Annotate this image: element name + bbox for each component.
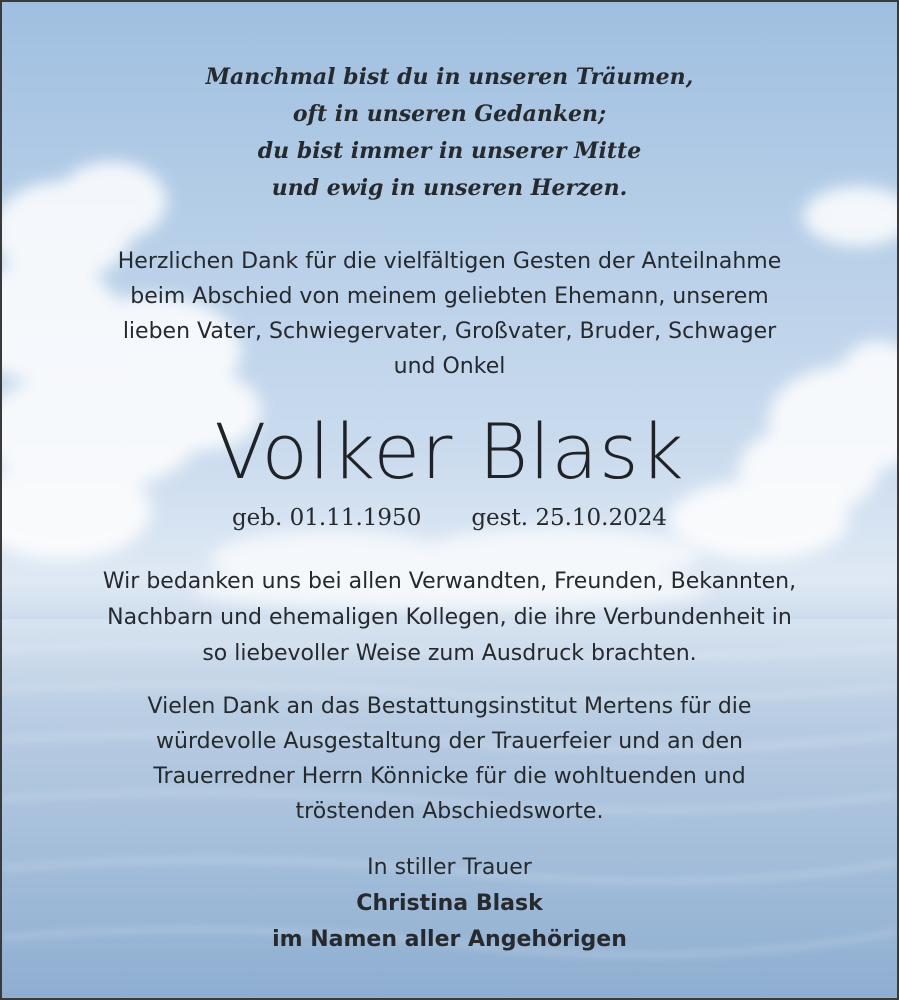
text-line: und Onkel [393,354,506,379]
deceased-name: Volker Blask [214,407,685,496]
thanks-funeral [2,689,897,829]
thanks-intro [2,244,897,384]
poem-line: und ewig in unseren Herzen. [271,175,628,201]
poem-line: oft in unseren Gedanken; [292,101,607,127]
text-line: tröstenden Abschiedsworte. [295,799,604,824]
obituary-text [2,2,897,998]
memorial-poem [2,59,897,207]
signoff [2,850,897,958]
signoff-name: Christina Blask [356,891,543,916]
signoff-family: im Namen aller Angehörigen [272,927,627,952]
text-line: lieben Vater, Schwiegervater, Großvater, Bruder, Schwager [122,319,777,344]
poem-line: Manchmal bist du in unseren Träumen, [205,64,694,90]
life-dates [2,502,897,534]
poem-line: du bist immer in unserer Mitte [257,138,642,164]
signoff-intro: In stiller Trauer [367,855,532,880]
death-date: gest. 25.10.2024 [471,505,668,531]
text-line: Vielen Dank an das Bestattungsinstitut Mertens für die [147,694,752,719]
birth-date: geb. 01.11.1950 [231,505,422,531]
text-line: beim Abschied von meinem geliebten Ehemann, unserem [130,284,769,309]
text-line: Wir bedanken uns bei allen Verwandten, Freunden, Bekannten, [102,569,797,594]
text-line: Trauerredner Herrn Könnicke für die wohltuenden und [153,764,746,789]
text-line: so liebevoller Weise zum Ausdruck brachten. [202,641,697,666]
text-line: würdevolle Ausgestaltung der Trauerfeier und an den [156,729,743,754]
thanks-family [2,564,897,672]
text-line: Nachbarn und ehemaligen Kollegen, die ihre Verbundenheit in [107,605,792,630]
text-line: Herzlichen Dank für die vielfältigen Gesten der Anteilnahme [117,249,782,274]
